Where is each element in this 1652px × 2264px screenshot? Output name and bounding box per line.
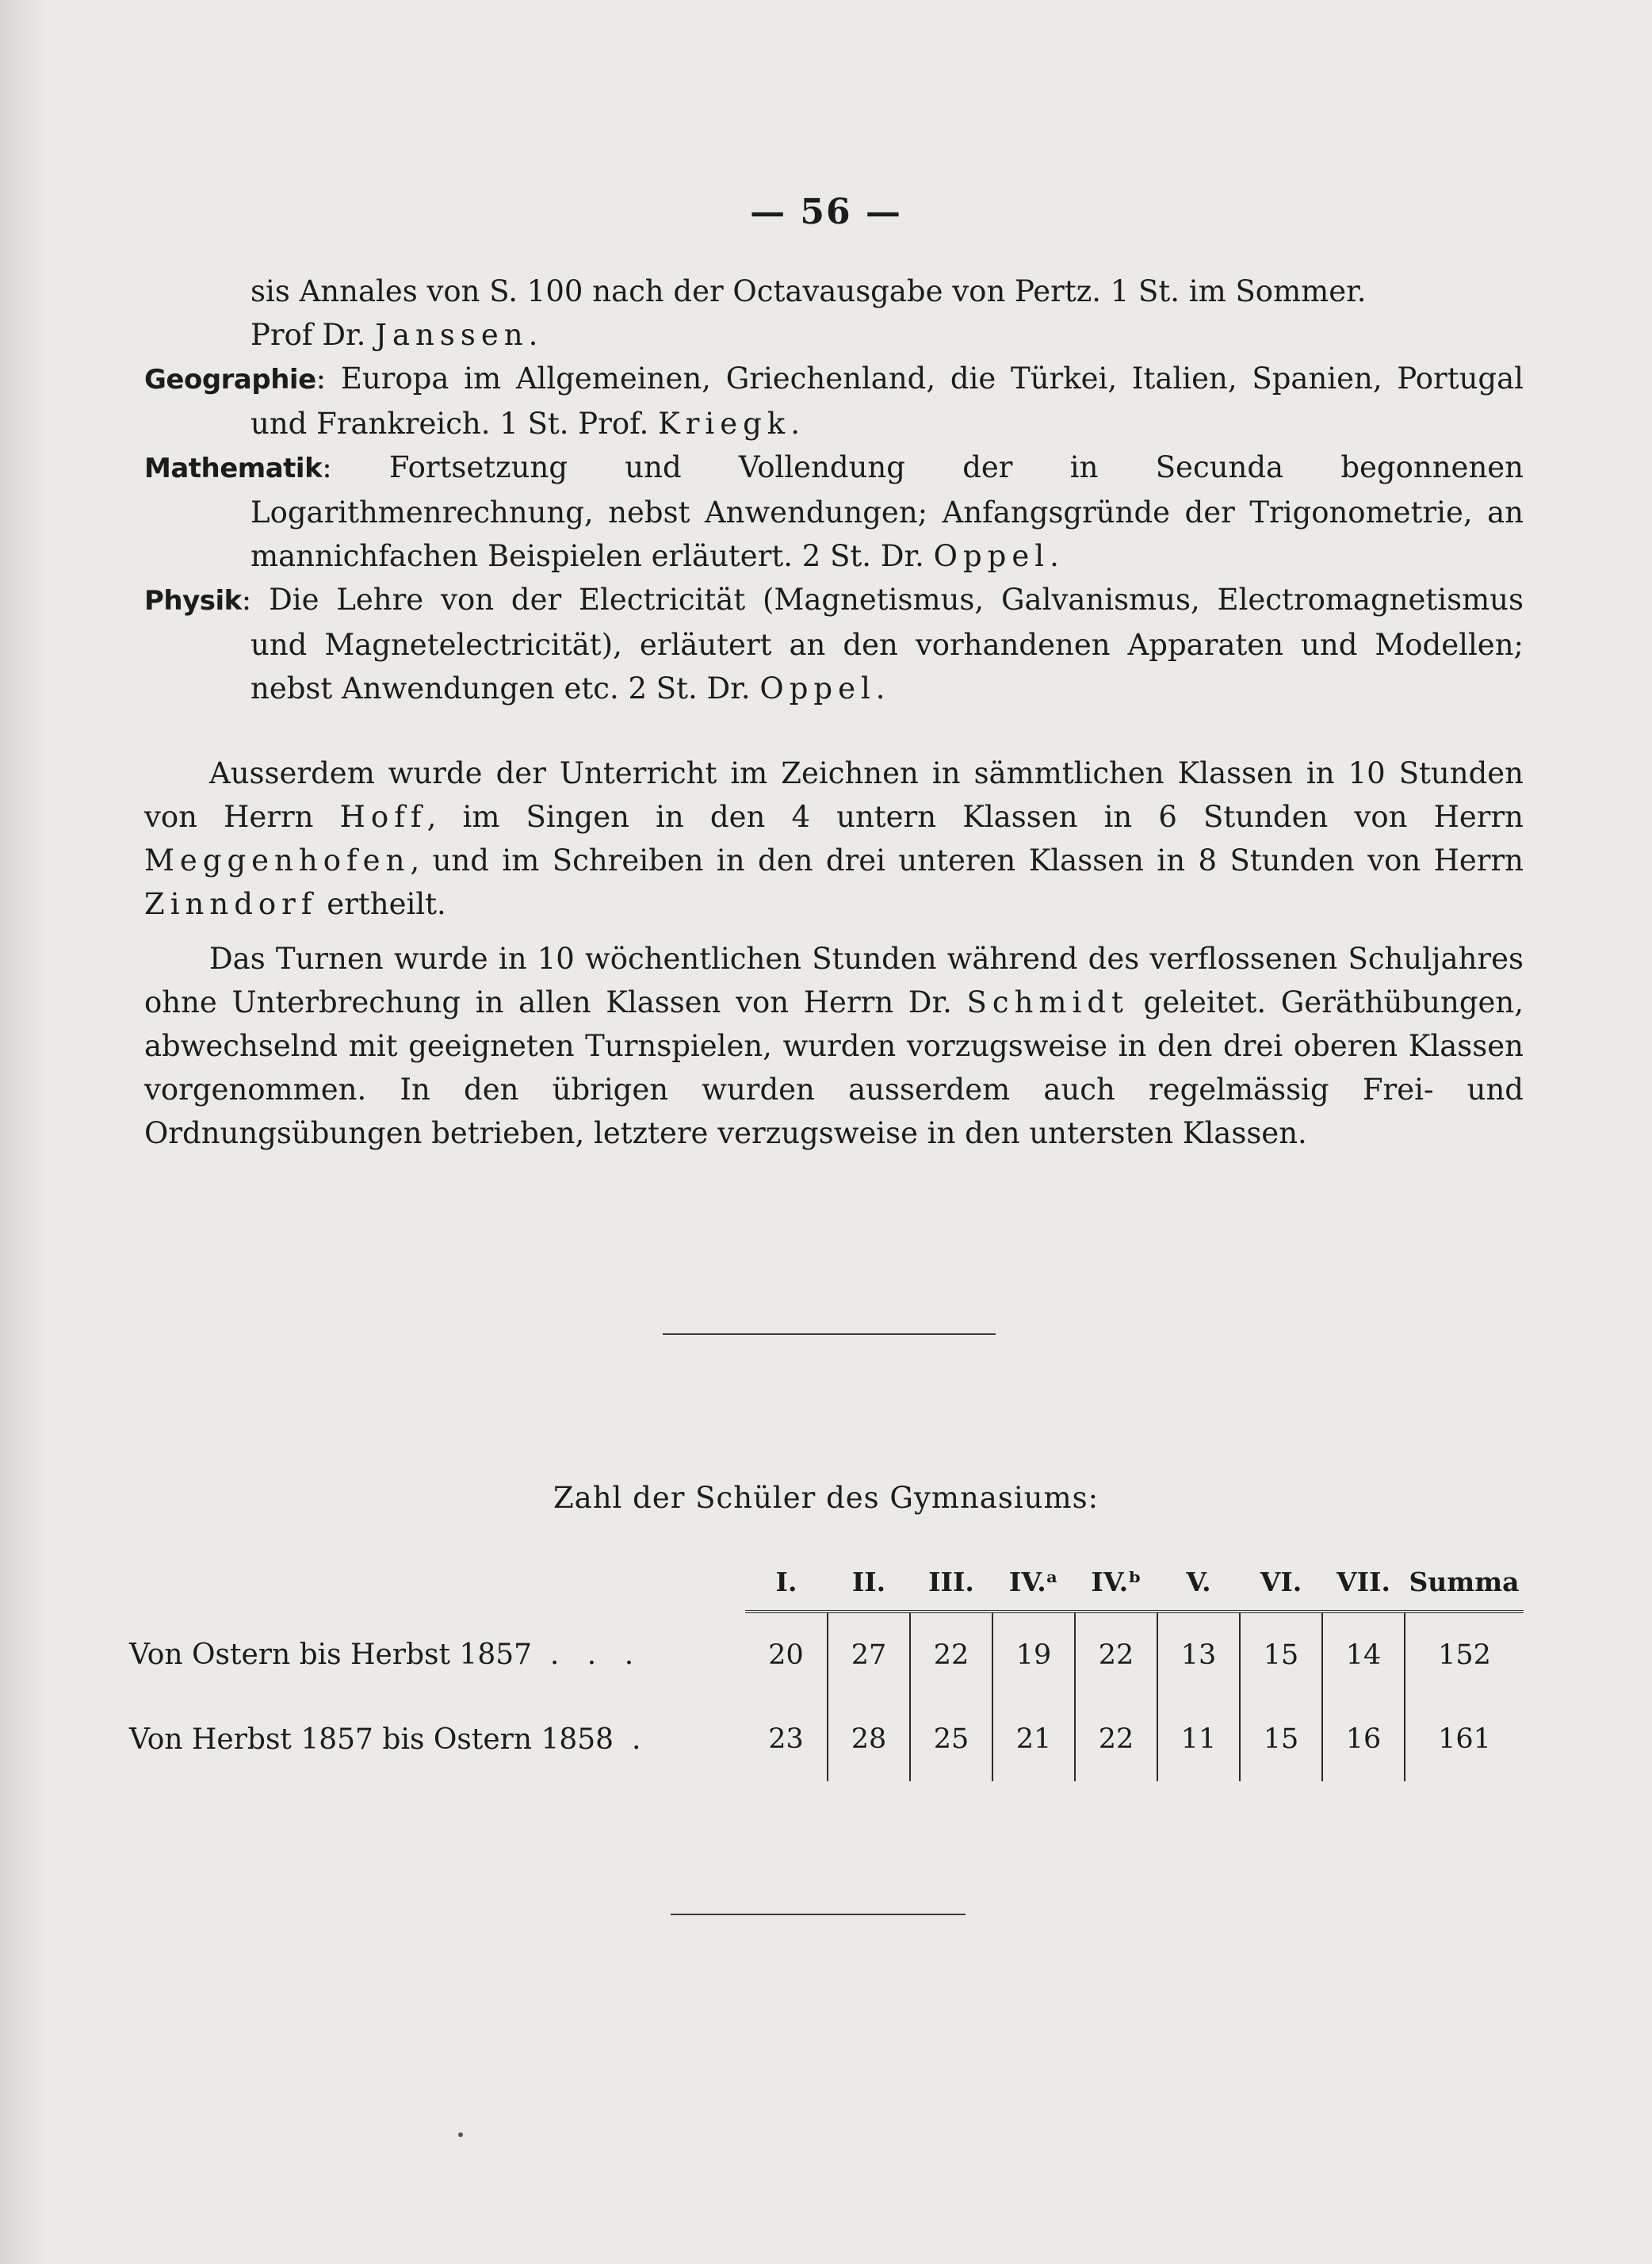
subject-entry-continuation: sis Annales von S. 100 nach der Octavausgabe von Pertz. 1 St. im Sommer. Prof Dr. Janssen.: [250, 274, 1367, 352]
subject-entry-physik: Physik: Die Lehre von der Electricität (Magnetismus, Galvanismus, Electromagnetismus und Magnetelectricität), erläutert an den vorhandenen Apparaten und Modellen; nebst Anwendungen etc. 2 St. Dr. Oppel.: [144, 583, 1524, 706]
subject-heading: Geographie: [144, 364, 316, 396]
column-header: VII.: [1322, 1562, 1405, 1612]
cell-value: 22: [1075, 1612, 1157, 1697]
cell-value: 27: [828, 1612, 910, 1697]
body-paragraphs: [144, 751, 1524, 1155]
cell-value: 11: [1157, 1697, 1240, 1781]
row-label: Von Ostern bis Herbst 1857 . . .: [129, 1638, 644, 1671]
ink-speck: [458, 2132, 463, 2137]
cell-sum: 152: [1405, 1612, 1524, 1697]
cell-value: 22: [1075, 1697, 1157, 1781]
column-header: IV.ᵃ: [992, 1562, 1075, 1612]
cell-value: 16: [1322, 1697, 1405, 1781]
column-header: IV.ᵇ: [1075, 1562, 1157, 1612]
table-caption: Zahl der Schüler des Gymnasiums:: [553, 1481, 1099, 1515]
subject-entry-mathematik: Mathematik: Fortsetzung und Vollendung der in Secunda begonnenen Logarithmenrechnung, nebst Anwendungen; Anfangsgründe der Trigonometrie, an mannichfachen Beispielen erläutert. 2 St. Dr. Oppel.: [144, 450, 1524, 573]
column-header: VI.: [1240, 1562, 1322, 1612]
cell-value: 19: [992, 1612, 1075, 1697]
cell-value: 21: [992, 1697, 1075, 1781]
cell-value: 28: [828, 1697, 910, 1781]
column-header-summa: Summa: [1405, 1562, 1524, 1612]
page-number: — 56 —: [750, 192, 902, 232]
student-count-table: [128, 1562, 1524, 1781]
table-header-row: [128, 1562, 1524, 1612]
page-fold-shadow: [0, 0, 48, 2264]
cell-value: 15: [1240, 1697, 1322, 1781]
cell-value: 15: [1240, 1612, 1322, 1697]
column-header: II.: [828, 1562, 910, 1612]
subject-list: [144, 270, 1524, 710]
column-header: I.: [745, 1562, 828, 1612]
cell-value: 13: [1157, 1612, 1240, 1697]
subject-entry-geographie: Geographie: Europa im Allgemeinen, Griechenland, die Türkei, Italien, Spanien, Portugal und Frankreich. 1 St. Prof. Kriegk.: [144, 361, 1524, 441]
separator-rule: [663, 1333, 996, 1335]
paragraph-drawing-singing: Ausserdem wurde der Unterricht im Zeichnen in sämmtlichen Klassen in 10 Stunden von Herrn Hoff, im Singen in den 4 untern Klassen in 6 Stunden von Herrn Meggenhofen, und im Schreiben in den drei unteren Klassen in 8 Stunden von Herrn Zinndorf ertheilt.: [144, 756, 1524, 921]
column-header: V.: [1157, 1562, 1240, 1612]
row-label: Von Herbst 1857 bis Ostern 1858 .: [129, 1723, 651, 1756]
table-row: [128, 1697, 1524, 1781]
header-spacer: [128, 1562, 745, 1612]
cell-value: 22: [910, 1612, 992, 1697]
cell-value: 20: [768, 1639, 804, 1671]
cell-sum: 161: [1405, 1697, 1524, 1781]
column-header: III.: [910, 1562, 992, 1612]
paragraph-gymnastics: Das Turnen wurde in 10 wöchentlichen Stunden während des verflossenen Schuljahres ohne Unterbrechung in allen Klassen von Herrn Dr. Schmidt geleitet. Geräthübungen, abwechselnd mit geeigneten Turnspielen, wurden vorzugsweise in den drei oberen Klassen vorgenommen. In den übrigen wurden ausserdem auch regelmässig Frei- und Ordnungsübungen betrieben, letztere verzugsweise in den untersten Klassen.: [144, 942, 1524, 1150]
cell-value: 23: [768, 1723, 804, 1755]
subject-heading: Physik: [144, 585, 242, 617]
table-row: [128, 1612, 1524, 1697]
separator-rule-bottom: [671, 1914, 966, 1915]
subject-heading: Mathematik: [144, 453, 323, 484]
cell-value: 14: [1322, 1612, 1405, 1697]
cell-value: 25: [910, 1697, 992, 1781]
